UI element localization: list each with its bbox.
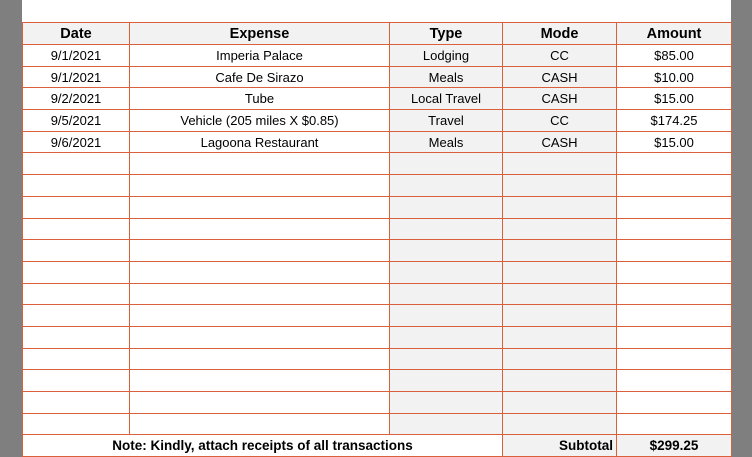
header-expense: Expense bbox=[130, 23, 390, 45]
cell-expense[interactable] bbox=[130, 326, 390, 348]
cell-mode[interactable] bbox=[503, 326, 617, 348]
cell-expense[interactable] bbox=[130, 283, 390, 305]
cell-expense[interactable] bbox=[130, 175, 390, 197]
empty-row bbox=[23, 261, 732, 283]
cell-amount[interactable] bbox=[617, 153, 732, 175]
cell-amount[interactable] bbox=[617, 305, 732, 327]
cell-amount[interactable] bbox=[617, 326, 732, 348]
table-row bbox=[23, 88, 732, 110]
cell-expense[interactable] bbox=[130, 196, 390, 218]
cell-type[interactable] bbox=[390, 240, 503, 262]
cell-mode[interactable] bbox=[503, 153, 617, 175]
cell-date[interactable]: 9/5/2021 bbox=[23, 110, 130, 132]
header-amount: Amount bbox=[617, 23, 732, 45]
cell-mode[interactable] bbox=[503, 240, 617, 262]
cell-type[interactable]: Lodging bbox=[390, 45, 503, 67]
cell-mode[interactable] bbox=[503, 413, 617, 435]
subtotal-label: Subtotal bbox=[503, 435, 617, 457]
cell-date[interactable] bbox=[23, 196, 130, 218]
cell-amount[interactable] bbox=[617, 413, 732, 435]
empty-row bbox=[23, 240, 732, 262]
cell-date[interactable]: 9/1/2021 bbox=[23, 66, 130, 88]
footer-row bbox=[23, 435, 732, 457]
cell-mode[interactable]: CASH bbox=[503, 66, 617, 88]
cell-type[interactable] bbox=[390, 153, 503, 175]
header-mode: Mode bbox=[503, 23, 617, 45]
cell-amount[interactable] bbox=[617, 348, 732, 370]
empty-row bbox=[23, 370, 732, 392]
cell-expense[interactable] bbox=[130, 348, 390, 370]
cell-date[interactable] bbox=[23, 326, 130, 348]
cell-mode[interactable]: CASH bbox=[503, 88, 617, 110]
cell-date[interactable] bbox=[23, 261, 130, 283]
cell-type[interactable] bbox=[390, 326, 503, 348]
cell-amount[interactable] bbox=[617, 370, 732, 392]
empty-row bbox=[23, 305, 732, 327]
cell-date[interactable]: 9/6/2021 bbox=[23, 131, 130, 153]
header-date: Date bbox=[23, 23, 130, 45]
cell-expense[interactable]: Imperia Palace bbox=[130, 45, 390, 67]
receipts-note: Note: Kindly, attach receipts of all transactions bbox=[23, 435, 503, 457]
cell-amount[interactable] bbox=[617, 175, 732, 197]
cell-type[interactable] bbox=[390, 218, 503, 240]
empty-row bbox=[23, 175, 732, 197]
cell-amount[interactable]: $15.00 bbox=[617, 131, 732, 153]
header-type: Type bbox=[390, 23, 503, 45]
cell-type[interactable] bbox=[390, 261, 503, 283]
table-row bbox=[23, 131, 732, 153]
cell-amount[interactable] bbox=[617, 240, 732, 262]
cell-date[interactable]: 9/2/2021 bbox=[23, 88, 130, 110]
cell-date[interactable] bbox=[23, 305, 130, 327]
cell-amount[interactable] bbox=[617, 261, 732, 283]
empty-row bbox=[23, 153, 732, 175]
cell-amount[interactable]: $15.00 bbox=[617, 88, 732, 110]
table-row bbox=[23, 110, 732, 132]
cell-expense[interactable] bbox=[130, 218, 390, 240]
empty-row bbox=[23, 348, 732, 370]
header-row bbox=[23, 23, 732, 45]
cell-date[interactable] bbox=[23, 348, 130, 370]
empty-row bbox=[23, 413, 732, 435]
cell-expense[interactable]: Tube bbox=[130, 88, 390, 110]
cell-date[interactable] bbox=[23, 218, 130, 240]
cell-expense[interactable] bbox=[130, 261, 390, 283]
cell-type[interactable]: Local Travel bbox=[390, 88, 503, 110]
cell-amount[interactable] bbox=[617, 283, 732, 305]
cell-expense[interactable]: Vehicle (205 miles X $0.85) bbox=[130, 110, 390, 132]
cell-amount[interactable]: $85.00 bbox=[617, 45, 732, 67]
cell-type[interactable] bbox=[390, 175, 503, 197]
cell-type[interactable] bbox=[390, 392, 503, 414]
cell-mode[interactable] bbox=[503, 261, 617, 283]
cell-mode[interactable]: CASH bbox=[503, 131, 617, 153]
cell-amount[interactable]: $10.00 bbox=[617, 66, 732, 88]
cell-expense[interactable] bbox=[130, 305, 390, 327]
cell-mode[interactable] bbox=[503, 392, 617, 414]
cell-mode[interactable] bbox=[503, 305, 617, 327]
cell-expense[interactable]: Cafe De Sirazo bbox=[130, 66, 390, 88]
cell-date[interactable] bbox=[23, 153, 130, 175]
cell-date[interactable] bbox=[23, 392, 130, 414]
empty-row bbox=[23, 392, 732, 414]
cell-date[interactable]: 9/1/2021 bbox=[23, 45, 130, 67]
empty-row bbox=[23, 283, 732, 305]
cell-amount[interactable] bbox=[617, 392, 732, 414]
cell-mode[interactable] bbox=[503, 348, 617, 370]
table-row bbox=[23, 45, 732, 67]
empty-row bbox=[23, 196, 732, 218]
cell-date[interactable] bbox=[23, 175, 130, 197]
cell-mode[interactable]: CC bbox=[503, 45, 617, 67]
cell-mode[interactable] bbox=[503, 218, 617, 240]
cell-expense[interactable] bbox=[130, 153, 390, 175]
cell-type[interactable] bbox=[390, 283, 503, 305]
cell-amount[interactable] bbox=[617, 196, 732, 218]
cell-type[interactable]: Travel bbox=[390, 110, 503, 132]
cell-type[interactable]: Meals bbox=[390, 131, 503, 153]
subtotal-value: $299.25 bbox=[617, 435, 732, 457]
table-row bbox=[23, 66, 732, 88]
cell-type[interactable] bbox=[390, 413, 503, 435]
cell-mode[interactable]: CC bbox=[503, 110, 617, 132]
empty-row bbox=[23, 326, 732, 348]
cell-amount[interactable]: $174.25 bbox=[617, 110, 732, 132]
cell-type[interactable] bbox=[390, 196, 503, 218]
cell-date[interactable] bbox=[23, 413, 130, 435]
cell-expense[interactable] bbox=[130, 392, 390, 414]
cell-date[interactable] bbox=[23, 240, 130, 262]
cell-type[interactable] bbox=[390, 305, 503, 327]
cell-date[interactable] bbox=[23, 370, 130, 392]
cell-mode[interactable] bbox=[503, 196, 617, 218]
cell-type[interactable] bbox=[390, 370, 503, 392]
cell-expense[interactable] bbox=[130, 370, 390, 392]
cell-expense[interactable] bbox=[130, 413, 390, 435]
cell-mode[interactable] bbox=[503, 283, 617, 305]
cell-mode[interactable] bbox=[503, 175, 617, 197]
cell-date[interactable] bbox=[23, 283, 130, 305]
empty-row bbox=[23, 218, 732, 240]
cell-expense[interactable] bbox=[130, 240, 390, 262]
expense-table bbox=[22, 22, 732, 457]
cell-mode[interactable] bbox=[503, 370, 617, 392]
cell-type[interactable] bbox=[390, 348, 503, 370]
cell-type[interactable]: Meals bbox=[390, 66, 503, 88]
cell-amount[interactable] bbox=[617, 218, 732, 240]
cell-expense[interactable]: Lagoona Restaurant bbox=[130, 131, 390, 153]
